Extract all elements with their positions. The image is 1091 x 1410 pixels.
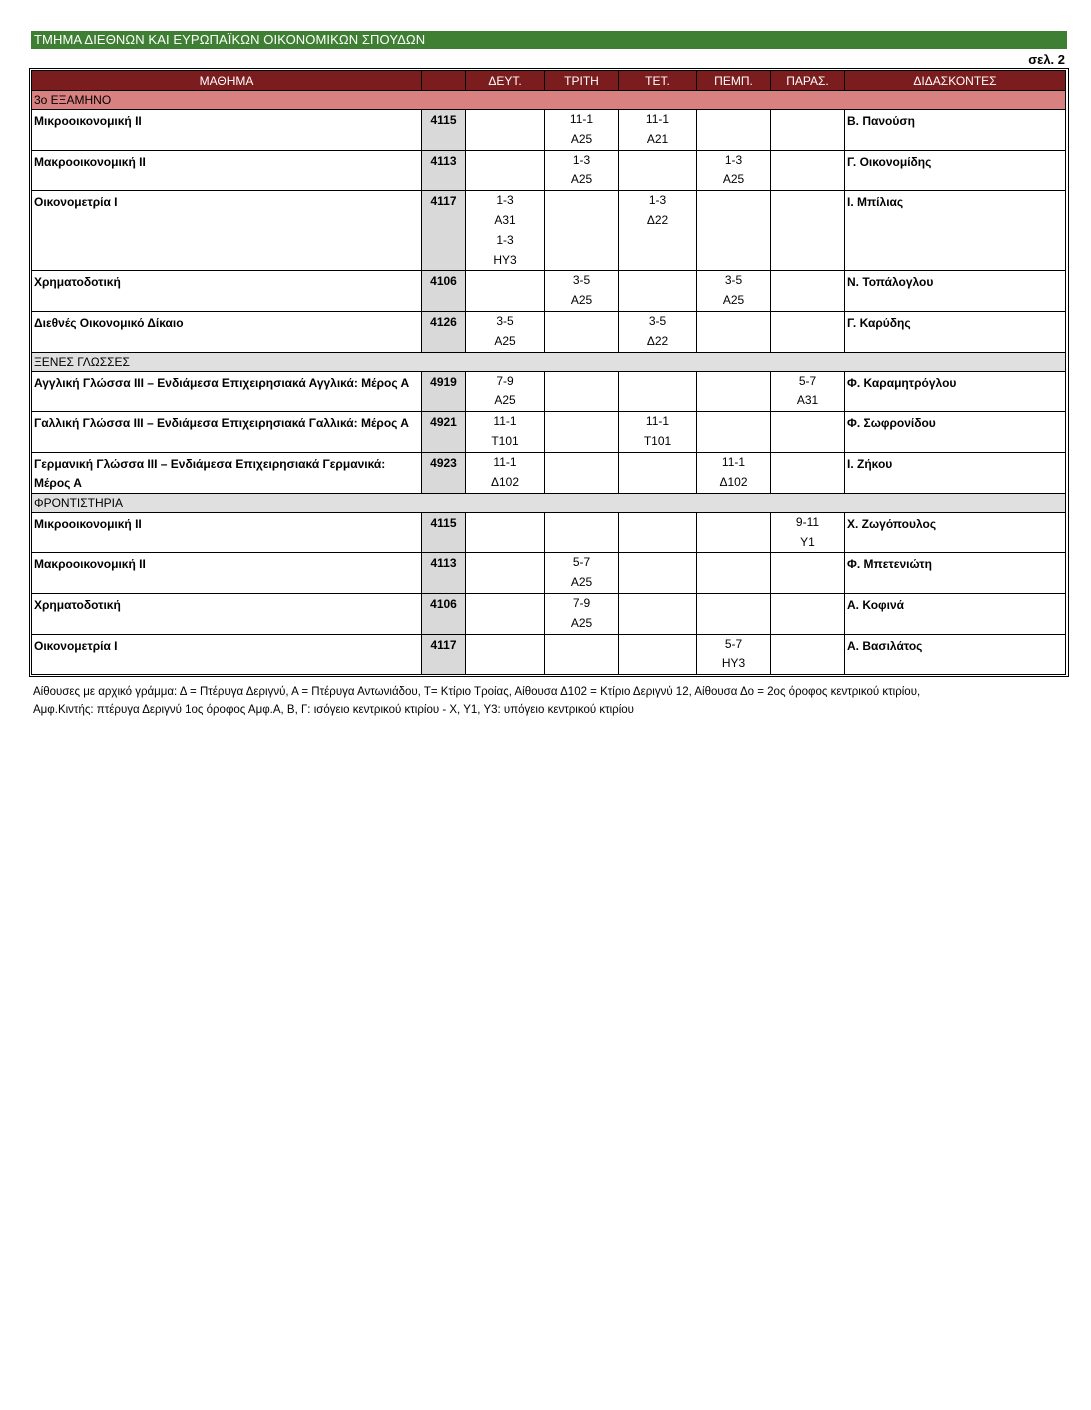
day-cell-thu	[697, 110, 771, 151]
course-name: Γαλλική Γλώσσα ΙΙΙ – Ενδιάμεσα Επιχειρησιακά Γαλλικά: Μέρος Α	[32, 412, 422, 453]
teacher-name: Α. Κοφινά	[845, 593, 1066, 634]
course-name: Αγγλική Γλώσσα ΙΙΙ – Ενδιάμεσα Επιχειρησιακά Αγγλικά: Μέρος Α	[32, 371, 422, 412]
slot-text: Α25	[570, 172, 593, 187]
day-cell-wed	[619, 634, 697, 675]
schedule-body	[32, 91, 1066, 675]
slot-text: Δ22	[646, 333, 669, 348]
header-tue: ΤΡΙΤΗ	[545, 71, 619, 91]
course-code: 4921	[422, 412, 466, 453]
slot-text: 11-1	[493, 454, 517, 469]
day-cell-tue	[545, 634, 619, 675]
schedule-table-frame	[29, 68, 1069, 677]
course-row	[32, 110, 1066, 151]
header-course: ΜΑΘΗΜΑ	[32, 71, 422, 91]
course-row	[32, 553, 1066, 594]
course-row	[32, 150, 1066, 191]
slot-text: 11-1	[721, 454, 746, 469]
day-cell-tue	[545, 150, 619, 191]
day-cell-fri	[771, 512, 845, 553]
day-cell-tue	[545, 452, 619, 493]
day-cell-thu	[697, 634, 771, 675]
day-cell-mon	[466, 412, 545, 453]
course-code: 4115	[422, 512, 466, 553]
day-cell-mon	[466, 150, 545, 191]
teacher-name: Γ. Οικονομίδης	[845, 150, 1066, 191]
day-cell-fri	[771, 593, 845, 634]
course-row	[32, 191, 1066, 271]
slot-text: 7-9	[572, 595, 591, 610]
day-cell-mon	[466, 553, 545, 594]
day-cell-thu	[697, 150, 771, 191]
header-mon: ΔΕΥΤ.	[466, 71, 545, 91]
slot-text: 5-7	[724, 636, 743, 651]
day-cell-thu	[697, 191, 771, 271]
day-cell-thu	[697, 371, 771, 412]
day-cell-tue	[545, 512, 619, 553]
day-cell-thu	[697, 311, 771, 352]
teacher-name: Β. Πανούση	[845, 110, 1066, 151]
day-cell-tue	[545, 371, 619, 412]
day-cell-mon	[466, 452, 545, 493]
rooms-note-line: Αίθουσες με αρχικό γράμμα: Δ = Πτέρυγα Δεριγνύ, Α = Πτέρυγα Αντωνιάδου, Τ= Κτίριο Τροίας, Αίθουσα Δ102 = Κτίριο Δεριγνύ 12, Αίθουσα Δο = 2ος όροφος κεντρικού κτιρίου,	[33, 686, 921, 698]
section-title: 3ο ΕΞΑΜΗΝΟ	[32, 91, 1066, 110]
course-code: 4106	[422, 593, 466, 634]
slot-text: Α31	[494, 212, 516, 227]
day-cell-fri	[771, 191, 845, 271]
day-cell-wed	[619, 110, 697, 151]
course-name: Οικονομετρία Ι	[32, 634, 422, 675]
day-cell-fri	[771, 271, 845, 312]
header-wed: ΤΕΤ.	[619, 71, 697, 91]
slot-text: 5-7	[572, 555, 591, 570]
course-row	[32, 452, 1066, 493]
slot-text: ΗΥ3	[721, 656, 746, 671]
section-row	[32, 352, 1066, 371]
course-code: 4115	[422, 110, 466, 151]
course-name: Μακροοικονομική ΙΙ	[32, 553, 422, 594]
header-thu: ΠΕΜΠ.	[697, 71, 771, 91]
slot-text: ΗΥ3	[493, 252, 517, 267]
department-title: ΤΜΗΜΑ ΔΙΕΘΝΩΝ ΚΑΙ ΕΥΡΩΠΑΪΚΩΝ ΟΙΚΟΝΟΜΙΚΩΝ ΣΠΟΥΔΩΝ	[31, 31, 1067, 49]
course-code: 4106	[422, 271, 466, 312]
slot-text: 3-5	[648, 313, 667, 328]
slot-text: Δ22	[646, 212, 669, 227]
day-cell-tue	[545, 110, 619, 151]
course-row	[32, 512, 1066, 553]
slot-text: 11-1	[569, 112, 594, 126]
header-teachers: ΔΙΔΑΣΚΟΝΤΕΣ	[845, 71, 1066, 91]
day-cell-fri	[771, 553, 845, 594]
course-code: 4919	[422, 371, 466, 412]
teacher-name: Φ. Σωφρονίδου	[845, 412, 1066, 453]
day-cell-thu	[697, 593, 771, 634]
day-cell-tue	[545, 593, 619, 634]
slot-text: 9-11	[795, 514, 820, 529]
teacher-name: Φ. Καραμητρόγλου	[845, 371, 1066, 412]
course-code: 4113	[422, 150, 466, 191]
day-cell-wed	[619, 191, 697, 271]
course-row	[32, 593, 1066, 634]
teacher-name: Ι. Μπίλιας	[845, 191, 1066, 271]
course-name: Μακροοικονομική ΙΙ	[32, 150, 422, 191]
slot-text: 1-3	[648, 193, 667, 208]
slot-text: 1-3	[572, 152, 591, 167]
day-cell-mon	[466, 593, 545, 634]
slot-text: 11-1	[645, 112, 670, 126]
slot-text: Τ101	[491, 433, 519, 448]
course-code: 4117	[422, 191, 466, 271]
day-cell-tue	[545, 311, 619, 352]
slot-text: Α21	[646, 131, 669, 146]
teacher-name: Γ. Καρύδης	[845, 311, 1066, 352]
day-cell-fri	[771, 452, 845, 493]
slot-text: Α25	[570, 615, 593, 630]
day-cell-wed	[619, 452, 697, 493]
teacher-name: Ν. Τοπάλογλου	[845, 271, 1066, 312]
course-name: Γερμανική Γλώσσα ΙΙΙ – Ενδιάμεσα Επιχειρησιακά Γερμανικά: Μέρος Α	[32, 452, 422, 493]
header-code	[422, 71, 466, 91]
page-number: σελ. 2	[1028, 52, 1065, 67]
course-row	[32, 412, 1066, 453]
course-name: Μικροοικονομική ΙΙ	[32, 110, 422, 151]
slot-text: Υ1	[800, 534, 815, 549]
day-cell-mon	[466, 110, 545, 151]
course-name: Διεθνές Οικονομικό Δίκαιο	[32, 311, 422, 352]
slot-text: Α25	[722, 293, 745, 308]
slot-text: 1-3	[496, 232, 514, 247]
course-row	[32, 371, 1066, 412]
slot-text: Α25	[570, 575, 593, 590]
section-row	[32, 493, 1066, 512]
day-cell-wed	[619, 271, 697, 312]
day-cell-tue	[545, 191, 619, 271]
day-cell-fri	[771, 311, 845, 352]
day-cell-wed	[619, 512, 697, 553]
slot-text: Α25	[722, 172, 745, 187]
day-cell-mon	[466, 271, 545, 312]
slot-text: 1-3	[496, 193, 514, 208]
day-cell-wed	[619, 371, 697, 412]
day-cell-mon	[466, 371, 545, 412]
teacher-name: Χ. Ζωγόπουλος	[845, 512, 1066, 553]
slot-text: Α25	[494, 333, 516, 348]
section-title: ΞΕΝΕΣ ΓΛΩΣΣΕΣ	[32, 352, 1066, 371]
teacher-name: Φ. Μπετενιώτη	[845, 553, 1066, 594]
course-name: Χρηματοδοτική	[32, 271, 422, 312]
slot-text: Α25	[570, 293, 593, 308]
slot-text: 11-1	[645, 414, 670, 429]
rooms-note	[33, 683, 1053, 719]
slot-text: 1-3	[724, 152, 743, 167]
day-cell-thu	[697, 271, 771, 312]
course-name: Μικροοικονομική ΙΙ	[32, 512, 422, 553]
day-cell-tue	[545, 553, 619, 594]
teacher-name: Α. Βασιλάτος	[845, 634, 1066, 675]
section-row	[32, 91, 1066, 110]
course-code: 4923	[422, 452, 466, 493]
day-cell-wed	[619, 412, 697, 453]
course-code: 4126	[422, 311, 466, 352]
course-row	[32, 311, 1066, 352]
day-cell-thu	[697, 412, 771, 453]
day-cell-fri	[771, 150, 845, 191]
course-code: 4113	[422, 553, 466, 594]
day-cell-fri	[771, 371, 845, 412]
slot-text: 5-7	[798, 373, 817, 388]
slot-text: Τ101	[643, 433, 672, 448]
slot-text: Δ102	[719, 474, 748, 489]
day-cell-wed	[619, 150, 697, 191]
slot-text: Α25	[570, 131, 593, 146]
slot-text: Α25	[494, 393, 516, 408]
teacher-name: Ι. Ζήκου	[845, 452, 1066, 493]
course-name: Οικονομετρία Ι	[32, 191, 422, 271]
day-cell-mon	[466, 311, 545, 352]
slot-text: Δ102	[490, 474, 520, 489]
course-code: 4117	[422, 634, 466, 675]
slot-text: 3-5	[724, 273, 743, 288]
day-cell-wed	[619, 553, 697, 594]
day-cell-fri	[771, 110, 845, 151]
schedule-table	[31, 70, 1066, 675]
day-cell-tue	[545, 271, 619, 312]
course-row	[32, 271, 1066, 312]
day-cell-wed	[619, 311, 697, 352]
day-cell-mon	[466, 634, 545, 675]
slot-text: Α31	[796, 393, 819, 408]
slot-text: 7-9	[496, 373, 514, 388]
day-cell-tue	[545, 412, 619, 453]
day-cell-thu	[697, 452, 771, 493]
day-cell-wed	[619, 593, 697, 634]
header-fri: ΠΑΡΑΣ.	[771, 71, 845, 91]
header-row	[32, 71, 1066, 91]
course-row	[32, 634, 1066, 675]
day-cell-mon	[466, 512, 545, 553]
slot-text: 11-1	[493, 414, 517, 429]
slot-text: 3-5	[496, 313, 514, 328]
day-cell-fri	[771, 634, 845, 675]
slot-text: 3-5	[572, 273, 591, 288]
rooms-note-line: Αμφ.Κιντής: πτέρυγα Δεριγνύ 1ος όροφος Αμφ.Α, Β, Γ: ισόγειο κεντρικού κτιρίου - Χ, Υ1, Υ3: υπόγειο κεντρικού κτιρίου	[33, 704, 634, 716]
section-title: ΦΡΟΝΤΙΣΤΗΡΙΑ	[32, 493, 1066, 512]
course-name: Χρηματοδοτική	[32, 593, 422, 634]
day-cell-mon	[466, 191, 545, 271]
day-cell-thu	[697, 553, 771, 594]
day-cell-fri	[771, 412, 845, 453]
day-cell-thu	[697, 512, 771, 553]
